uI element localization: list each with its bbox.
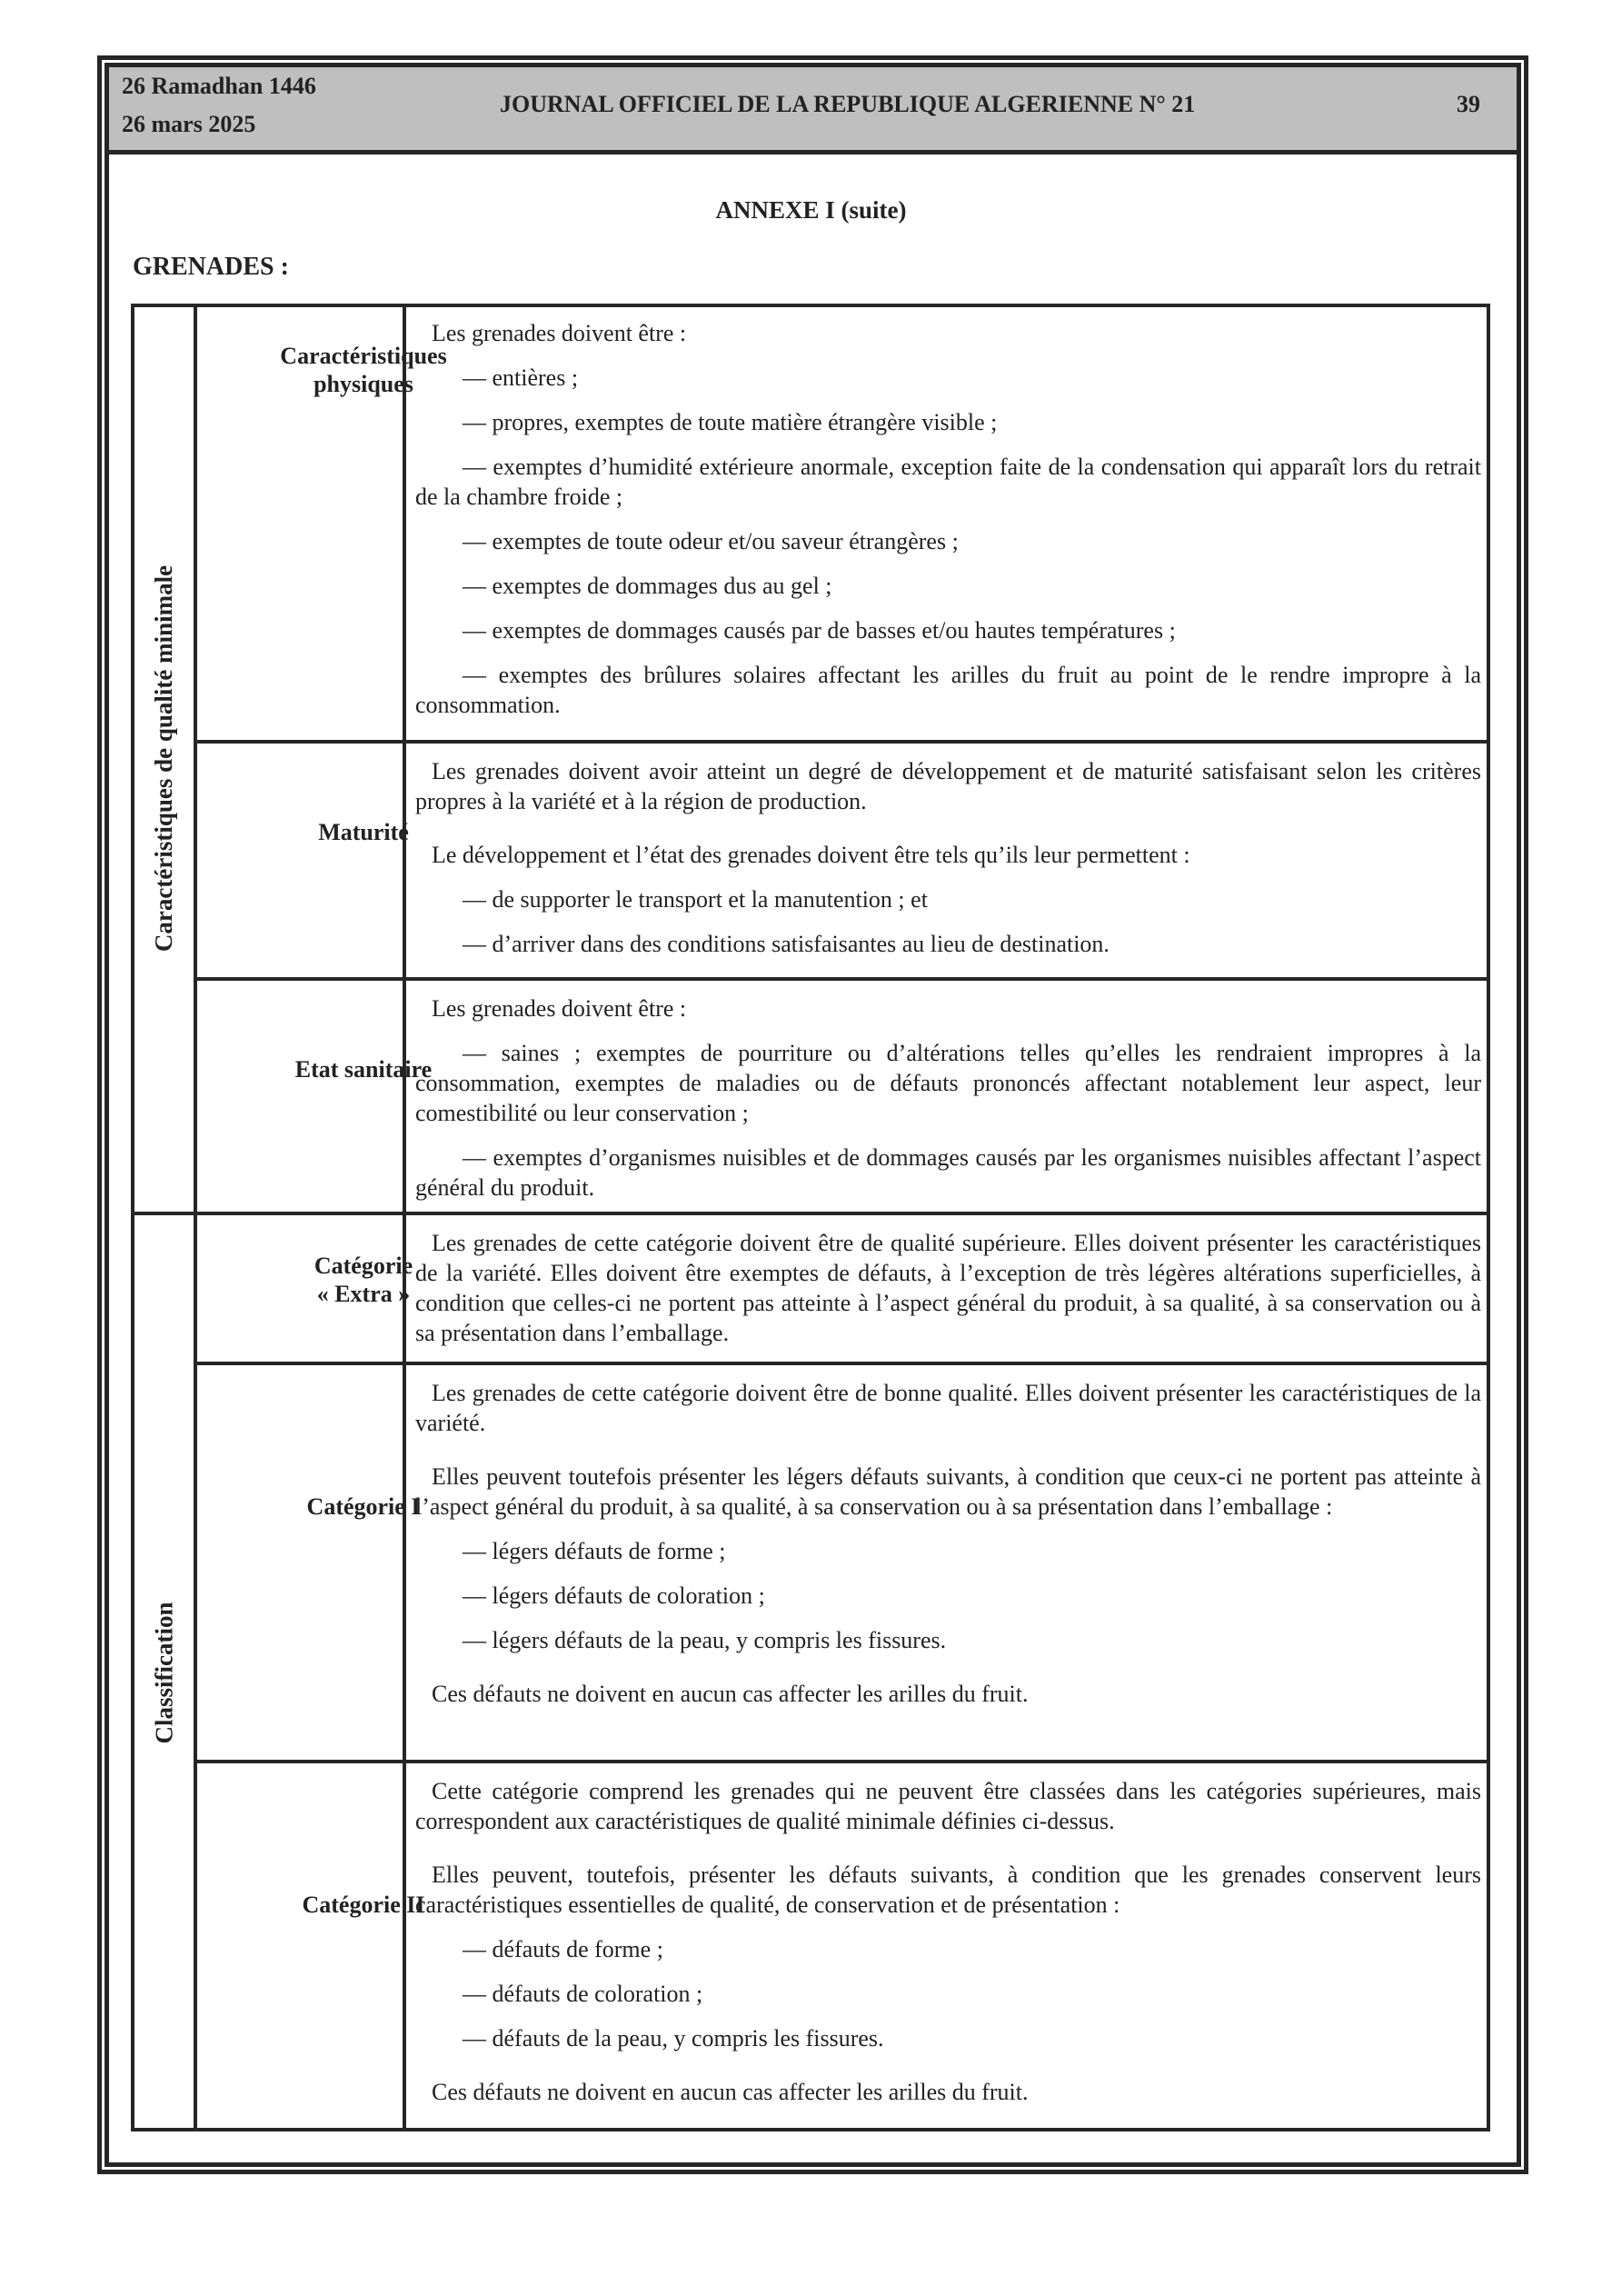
table-row-divider [194, 740, 1490, 744]
gregorian-date: 26 mars 2025 [122, 111, 256, 137]
list-item: — exemptes de toute odeur et/ou saveur étrangères ; [463, 528, 959, 554]
row-description [415, 1378, 1481, 1723]
list-item: — défauts de la peau, y compris les fissures. [463, 2025, 884, 2051]
table-border-top [131, 304, 1490, 307]
row-description [415, 318, 1481, 734]
page-header [109, 67, 1517, 155]
list-item: — défauts de forme ; [463, 1936, 663, 1962]
table-border-bottom [131, 2128, 1490, 2131]
page-number: 39 [1457, 91, 1480, 117]
paragraph: Les grenades de cette catégorie doivent être de qualité supérieure. Elles doivent présenter les caractéristiques de la variété. Elles doivent être exemptes de défauts, à l’exception de très légères altérations superficielles, à condition que celles-ci ne portent pas atteinte à l’aspect général du produit, à sa qualité, à sa conservation ou à sa présentation dans l’emballage. [415, 1230, 1481, 1346]
section-title: GRENADES : [133, 253, 289, 281]
journal-title: JOURNAL OFFICIEL DE LA REPUBLIQUE ALGERIENNE N° 21 [500, 91, 1196, 117]
paragraph: Les grenades doivent être : [432, 320, 687, 346]
paragraph: Elles peuvent toutefois présenter les légers défauts suivants, à condition que ceux-ci ne portent pas atteinte à l’aspect général du produit, à sa qualité, à sa conservation ou à sa présentation dans l’emballage : [415, 1463, 1481, 1520]
group-label: Caractéristiques de qualité minimale [150, 564, 178, 953]
list-item: — d’arriver dans des conditions satisfaisantes au lieu de destination. [463, 931, 1110, 957]
row-label-line: « Extra » [316, 1281, 411, 1307]
list-item: — entières ; [463, 364, 579, 391]
group-label: Classification [150, 1601, 178, 1744]
row-description [415, 756, 1481, 973]
paragraph: Les grenades de cette catégorie doivent être de bonne qualité. Elles doivent présenter les caractéristiques de la variété. [415, 1380, 1481, 1436]
paragraph: Ces défauts ne doivent en aucun cas affecter les arilles du fruit. [432, 2079, 1029, 2105]
paragraph: Les grenades doivent être : [432, 995, 687, 1022]
list-item: — défauts de coloration ; [463, 1981, 703, 2007]
paragraph: Cette catégorie comprend les grenades qui ne peuvent être classées dans les catégories supérieures, mais correspondent aux caractéristiques de qualité minimale définies ci-dessus. [415, 1778, 1481, 1834]
paragraph: Ces défauts ne doivent en aucun cas affecter les arilles du fruit. [432, 1681, 1029, 1707]
row-label-line: Maturité [318, 819, 409, 845]
list-item: — exemptes d’humidité extérieure anormale, exception faite de la condensation qui apparaît lors du retrait de la chambre froide ; [415, 454, 1481, 510]
row-label-line: physiques [313, 371, 413, 397]
row-description [415, 1228, 1481, 1363]
row-label-line: Catégorie II [302, 1892, 425, 1918]
list-item: — exemptes de dommages dus au gel ; [463, 573, 832, 599]
table-border-right [1487, 304, 1490, 2131]
table-row-divider [194, 1362, 1490, 1365]
row-label-line: Etat sanitaire [294, 1056, 433, 1083]
table-column-divider [194, 304, 197, 2131]
list-item: — propres, exemptes de toute matière étrangère visible ; [463, 409, 998, 435]
list-item: — légers défauts de forme ; [463, 1538, 726, 1564]
row-label-line: Catégorie I [306, 1493, 421, 1520]
row-label-line: Caractéristiques [280, 343, 447, 369]
annex-title: ANNEXE I (suite) [715, 196, 907, 224]
hijri-date: 26 Ramadhan 1446 [122, 73, 316, 99]
table-column-divider [403, 304, 406, 2131]
list-item: — saines ; exemptes de pourriture ou d’altérations telles qu’elles les rendraient impropres à la consommation, exemptes de maladies ou de défauts prononcés affectant notablement leur aspect, leur comestibilité ou leur conservation ; [415, 1040, 1481, 1126]
table-border-left [131, 304, 134, 2131]
standards-table [131, 304, 1490, 2131]
list-item: — exemptes des brûlures solaires affectant les arilles du fruit au point de le rendre impropre à la consommation. [415, 662, 1481, 718]
list-item: — exemptes de dommages causés par de basses et/ou hautes températures ; [463, 617, 1176, 644]
list-item: — légers défauts de la peau, y compris les fissures. [463, 1627, 947, 1653]
table-row-divider [194, 977, 1490, 981]
table-row-divider [194, 1760, 1490, 1763]
row-description [415, 1776, 1481, 2121]
paragraph: Le développement et l’état des grenades doivent être tels qu’ils leur permettent : [432, 842, 1190, 868]
list-item: — exemptes d’organismes nuisibles et de dommages causés par les organismes nuisibles affectant l’aspect général du produit. [415, 1144, 1481, 1201]
paragraph: Les grenades doivent avoir atteint un degré de développement et de maturité satisfaisant selon les critères propres à la variété et à la région de production. [415, 758, 1481, 814]
paragraph: Elles peuvent, toutefois, présenter les défauts suivants, à condition que les grenades conservent leurs caractéristiques essentielles de qualité, de conservation et de présentation : [415, 1862, 1481, 1918]
list-item: — légers défauts de coloration ; [463, 1582, 765, 1609]
row-label-line: Catégorie [313, 1253, 413, 1279]
row-description [415, 993, 1481, 1217]
list-item: — de supporter le transport et la manutention ; et [463, 886, 928, 913]
table-group-divider [131, 1212, 1490, 1215]
